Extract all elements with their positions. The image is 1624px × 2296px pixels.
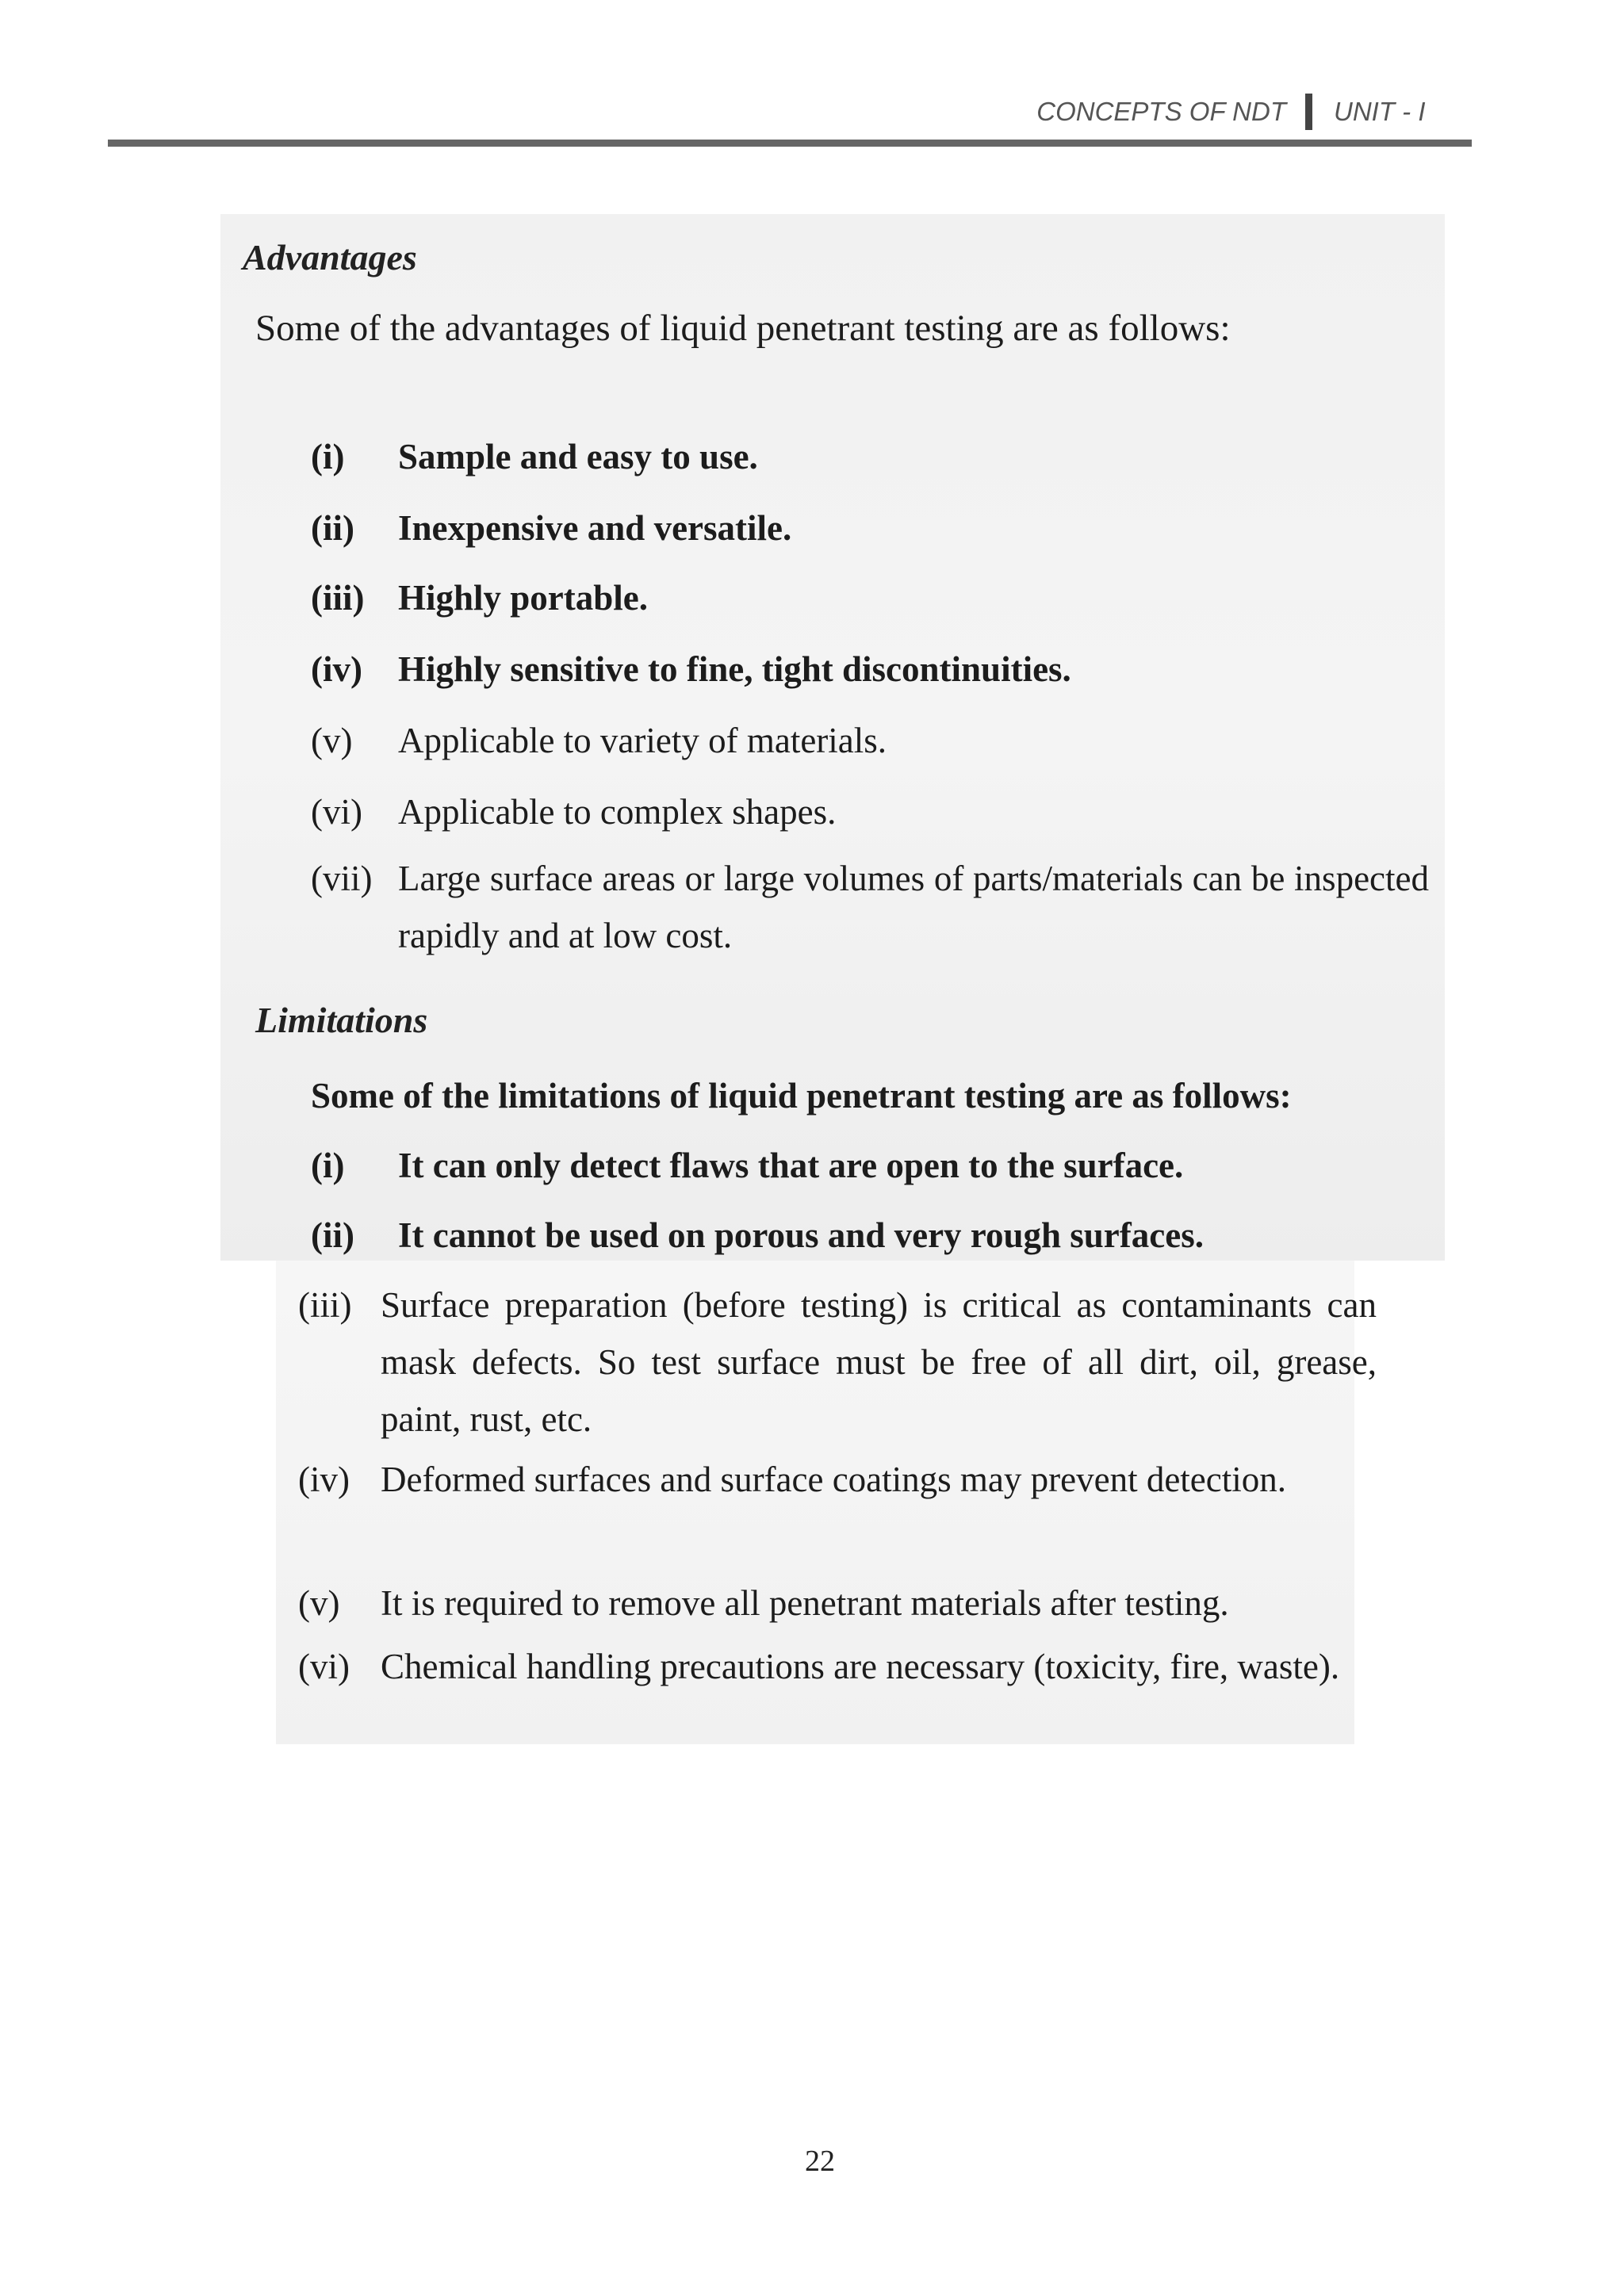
item-text: Deformed surfaces and surface coatings may prevent detection. — [381, 1460, 1287, 1499]
limitation-item — [298, 1638, 1377, 1752]
item-text: Chemical handling precautions are necessary (toxicity, fire, waste). — [381, 1647, 1340, 1686]
item-number: (iv) — [311, 649, 362, 689]
item-text: It can only detect flaws that are open to the surface. — [398, 1146, 1184, 1185]
chapter-title: CONCEPTS OF NDT — [1036, 97, 1286, 126]
advantage-item — [311, 850, 1429, 969]
item-text: Surface preparation (before testing) is critical as contaminants can mask defects. So test surface must be free of all dirt, oil, grease, paint, rust, etc. — [381, 1285, 1377, 1439]
item-number: (i) — [311, 1146, 345, 1185]
item-number: (iii) — [311, 578, 365, 618]
item-number: (v) — [298, 1583, 340, 1623]
item-text: Sample and easy to use. — [398, 437, 758, 476]
item-number: (vii) — [311, 859, 373, 898]
item-text: Inexpensive and versatile. — [398, 508, 792, 548]
page-number: 22 — [805, 2145, 835, 2178]
item-number: (ii) — [311, 508, 354, 548]
item-number: (i) — [311, 437, 345, 476]
item-text: Applicable to complex shapes. — [398, 792, 837, 832]
item-number: (vi) — [298, 1647, 350, 1686]
item-text: Large surface areas or large volumes of parts/materials can be inspected rapidly and at low cost. — [398, 859, 1429, 955]
item-number: (iii) — [298, 1285, 352, 1325]
advantages-intro: Some of the advantages of liquid penetrant testing are as follows: — [255, 308, 1231, 349]
intro-text: Some of the limitations of liquid penetrant testing are as follows: — [311, 1076, 1292, 1115]
item-text: Applicable to variety of materials. — [398, 721, 887, 760]
header-rule — [108, 140, 1472, 147]
item-text: Highly sensitive to fine, tight discontinuities. — [398, 649, 1071, 689]
item-number: (v) — [311, 721, 353, 760]
item-number: (ii) — [311, 1215, 354, 1255]
limitation-item — [298, 1451, 1377, 1565]
unit-label: UNIT - I — [1334, 97, 1426, 126]
item-number: (vi) — [311, 792, 362, 832]
item-text: It is required to remove all penetrant materials after testing. — [381, 1583, 1229, 1623]
advantages-heading: Advantages — [243, 237, 417, 277]
header-separator — [1305, 94, 1312, 130]
limitations-heading: Limitations — [255, 1000, 428, 1040]
item-text: It cannot be used on porous and very rough surfaces. — [398, 1215, 1204, 1255]
item-number: (iv) — [298, 1460, 350, 1499]
item-text: Highly portable. — [398, 578, 649, 618]
limitation-item — [298, 1276, 1377, 1448]
